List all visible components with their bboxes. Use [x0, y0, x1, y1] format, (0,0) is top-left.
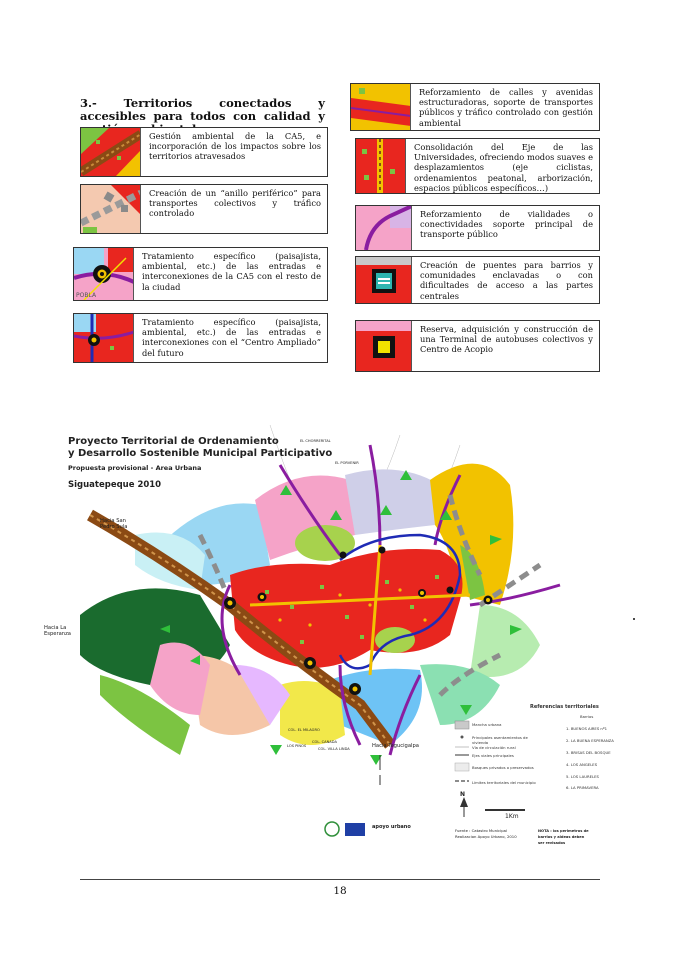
legend-item-avenues [350, 83, 600, 131]
barrio-item: 3. BRISAS DEL BOSQUE [566, 750, 611, 755]
reference-item: Vía de circulación rural [472, 745, 516, 750]
peripheral-ring-icon [81, 185, 141, 233]
legend-text: Reserva, adquisición y construcción de una Terminal de autobuses colectivos y Centro de Acopio [420, 324, 593, 355]
label-porvenir: EL PORVENIR [335, 461, 359, 465]
nota-label: NOTA : los perimetros de barrios y aldeas deben ser revisados [538, 829, 589, 845]
label-esperanza: Hacia La Esperanza [44, 625, 71, 637]
reference-item: Límites territoriales del municipio [472, 780, 536, 785]
brand-label: apoyo urbano [372, 824, 411, 830]
source-label: Fuente : Catastro Municipal Realizacion Apoyo Urbano, 2010 [455, 828, 517, 839]
map-title: Proyecto Territorial de Ordenamiento y Desarrollo Sostenible Municipal Participativo [68, 436, 333, 459]
page-number: 18 [333, 885, 347, 897]
legend-text: Tratamiento específico (paisajista, ambiental, etc.) de las entradas e interconexiones con el “Centro Ampliado” del futuro [142, 317, 321, 358]
barrio-item: 1. BUENOS AIRES nº1 [566, 726, 608, 731]
legend-item-university-axis [355, 138, 600, 194]
legend-item-road-connectivity [355, 205, 600, 251]
barrio-item: 5. LOS LAURELES [566, 774, 599, 779]
legend-item-ca5 [80, 127, 328, 177]
legend-text: Consolidación del Eje de las Universidades, ofreciendo modos suaves e desplazamientos (eje ciclistas, ordenamientos peatonal, arborización, espacios públicos específicos…) [414, 142, 593, 193]
barrio-item: 4. LOS ANGELES [566, 762, 598, 767]
references-title: Referencias territoriales [530, 704, 599, 710]
reference-item: Bosques privados o preservados [472, 765, 534, 770]
legend-item-center-entrances [73, 313, 328, 363]
legend-text: Reforzamiento de calles y avenidas estructuradoras, soporte de transportes públicos y tráfico controlado con gestión ambiental [419, 87, 593, 128]
map-place: Siguatepeque 2010 [68, 480, 162, 490]
legend-text: Tratamiento específico (paisajista, ambiental, etc.) de las entradas e interconexiones de la CA5 con el resto de la ciudad [142, 251, 321, 292]
label-col-milagro: COL. EL MILAGRO [288, 728, 320, 732]
label-los-pinos: LOS PINOS [287, 744, 307, 748]
entrance-node-icon [74, 248, 134, 300]
reference-item: Principales asentamientos de vivienda [472, 735, 528, 745]
map-subtitle: Propuesta provisional - Area Urbana [68, 464, 202, 472]
label-san-pedro: Hacia San Pedro Sula [100, 518, 128, 530]
ca5-corridor-icon [81, 128, 141, 176]
thumb-label: POBLA [76, 292, 97, 299]
barrios-title: Barrios [580, 714, 594, 719]
label-chorreritas: EL CHORRERITAL [300, 439, 331, 443]
north-label: N [460, 791, 466, 798]
bridge-icon [356, 257, 412, 303]
road-connectivity-icon [356, 206, 412, 250]
legend-item-bridges [355, 256, 600, 304]
legend-text: Creación de puentes para barrios y comunidades enclavadas o con dificultades de acceso a las partes centrales [420, 260, 593, 301]
legend-text: Reforzamiento de vialidades o conectividades soporte principal de transporte público [420, 209, 593, 240]
bus-terminal-icon [356, 321, 412, 371]
reference-item: Mancha urbana [472, 722, 502, 727]
stray-dot [633, 618, 635, 620]
legend-text: Gestión ambiental de la CA5, e incorporación de los impactos sobre los territorios atravesados [149, 131, 321, 162]
scale-label: 1Km [505, 813, 519, 820]
section-heading: 3.- Territorios conectados y accesibles para todos con calidad y [80, 96, 325, 123]
barrio-item: 6. LA PRIMAVERA [566, 785, 599, 790]
legend-text: Creación de un “anillo periférico” para transportes colectivos y tráfico controlado [149, 188, 321, 219]
center-node-icon [74, 314, 134, 362]
university-axis-icon [356, 139, 406, 193]
reference-item: Ejes viales principales [472, 753, 514, 758]
legend-item-bus-terminal [355, 320, 600, 372]
avenue-reinforcement-icon [351, 84, 411, 130]
legend-item-ring [80, 184, 328, 234]
legend-item-entrances [73, 247, 328, 301]
barrio-item: 2. LA BUENA ESPERANZA [566, 738, 614, 743]
label-tegucigalpa: Hacia Tegucigalpa [372, 743, 419, 749]
label-col-canada: COL. CANADA [312, 740, 337, 744]
label-col-villalinda: COL. VILLA LINDA [318, 747, 350, 751]
footer-rule [80, 879, 600, 880]
